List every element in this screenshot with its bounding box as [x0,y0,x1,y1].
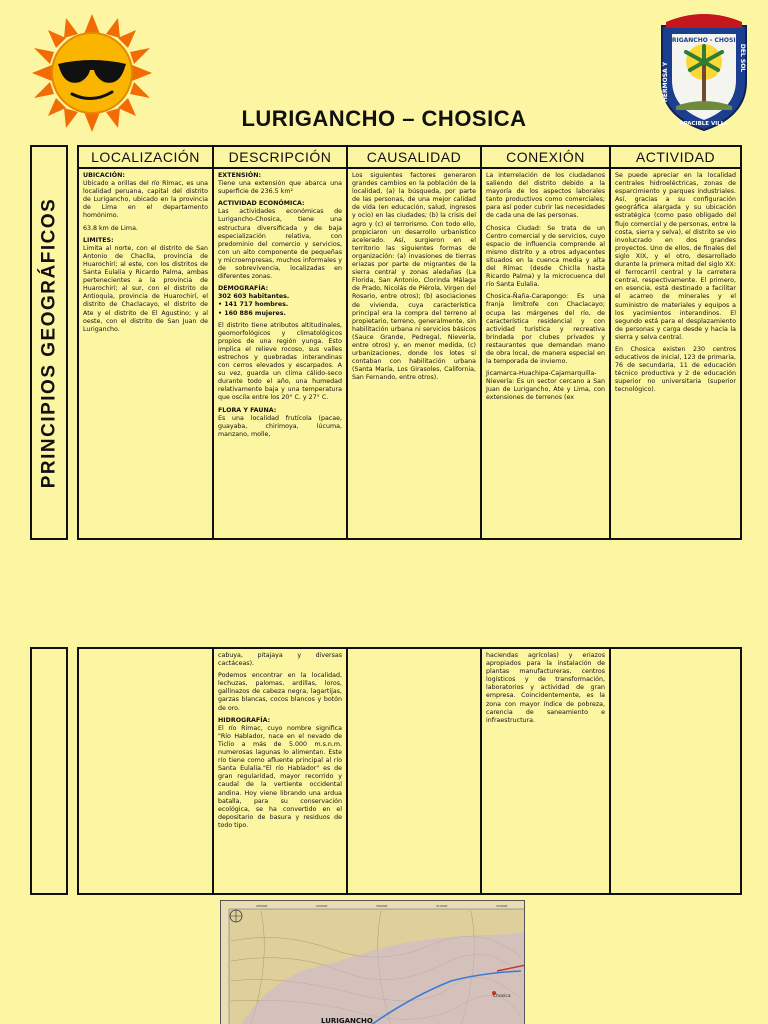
descripcion-actividad-text: Las actividades económicas de Lurigancho-Chosica, tiene una estructura diversificada y de baja especialización relativa, con predominio del comercio y servicios, con un alto componente de pequeñas y microempresas, muchos informales y de sobrevivencia, localizadas en diferentes zonas. [218,208,342,281]
descripcion-population-women: • 160 886 mujeres. [218,309,286,317]
map-tick-label: 310000 [436,904,448,908]
localizacion-distance-text: 63.8 km de Lima. [83,224,138,232]
descripcion-heading-extension: EXTENSIÓN: [218,172,262,179]
conexion-continued-text: haciendas agrícolas) y eriazos apropiados para la instalación de plantas manufactureras, centros logísticos y de transformación, laboratorios y actividad de gran empresa. Coincidentemente, es la zona con mayor índice de pobreza, carencia de saneamiento e infraestructura. [486,652,605,724]
descripcion-clima-text: El distrito tiene atributos altitudinales, geomorfológicos y climatológicos propios de una región yunga. Esto implica el relieve rocoso, sus valles estrechos y quebradas interandinas con cerros elevados y escarpados. A su vez, guarda un clima cálido-seco durante todo el año, una humedad relativamente baja y una temperatura que oscila entre los 20° C. y 27° C. [218,321,342,402]
cell-conexion [481,168,610,539]
conexion-text-3: Chosica-Ñaña-Carapongo: Es una franja limítrofe con Chaclacayo; ocupa las márgenes del río, de característica residencial y con actividad turística y recreativa brindada por clubes privados y restaurantes que demandan mano de obra local, de manera especial en la temporada de invierno. [486,293,605,366]
cell-descripcion-continued [213,648,347,894]
cell-localizacion [78,168,213,539]
district-map [220,900,525,1024]
column-header-actividad: ACTIVIDAD [610,146,741,168]
crest-right-text: DEL SOL [739,43,746,73]
descripcion-hidrografia-text: El río Rímac, cuyo nombre significa "Río Hablador, nace en el nevado de Ticlio a más de 5.000 m.s.n.m. numerosas lagunas lo alimentan. Este río tiene como afluente principal al río Santa Eulalia."El río Hablador" es de gran regularidad, mayor recorrido y caudal de la vertiente occidental andina. Hoy viene librando una ardua batalla, para su conservación ecológica, se ha convertido en el depositario de basura y residuos de todo tipo. [218,724,342,829]
actividad-text-2: En Chosica existen 230 centros educativos de inicial, 123 de primaria, 76 de secundaria, 11 de educación técnico productiva y 2 de educación superior no universitaria (superior tecnológico). [615,345,736,394]
cell-causalidad-continued [347,648,481,894]
descripcion-flora-continued-text: cabuya, pitajaya y diversas cactáceas). [218,652,342,668]
descripcion-heading-actividad: ACTIVIDAD ECONÓMICA: [218,200,305,208]
cell-localizacion-continued [78,648,213,894]
conexion-text-4: Jicamarca-Huachipa-Cajamarquilla-Nievería: Es un sector cercano a San Juan de Lurigancho, Ate y Lima, con extensiones de terrenos (ex [486,370,605,402]
column-header-conexion: CONEXIÓN [481,146,610,168]
localizacion-heading-limites: LIMITES: [83,236,114,244]
crest-left-text: HERMOSA Y [662,61,669,103]
localizacion-limites-text: Limita al norte, con el distrito de San Antonio de Chaclla, provincia de Huarochirí; al este, con los distritos de Santa Eulalia y Ricardo Palma, ambas pertenecientes a la provincia de Huarochirí; al sur, con el distrito de Antioquía, provincia de Huarochirí, el distrito de Chaclacayo, el distrito de Ate y el distrito de El Agustino; y al oeste, con el distrito de San Juan de Lurigancho. [83,244,208,333]
map-label-city: Chosica [493,994,511,999]
cell-actividad [610,168,741,539]
column-header-localizacion: LOCALIZACIÓN [78,146,213,168]
map-tick-label: 290000 [316,904,328,908]
descripcion-heading-flora: FLORA Y FAUNA: [218,406,277,414]
side-label: PRINCIPIOS GEOGRÁFICOS [38,197,59,488]
column-header-descripcion: DESCRIPCIÓN [213,146,347,168]
map-tick-label: 300000 [376,904,388,908]
conexion-text-2: Chosica Ciudad: Se trata de un Centro comercial y de servicios, cuyo espacio de influencia comprende al mismo distrito y a otros adyacentes situados en la cuenca media y alta del Rímac (desde Chiclla hasta Ricardo Palma) y la microcuenca del río Santa Eulalia. [486,224,605,289]
localizacion-ubicacion-text: Ubicado a orillas del río Rímac, es una localidad peruana, capital del distrito de Lurigancho, ubicado en la provincia de Lima en el departamento homónimo. [83,180,208,220]
cell-causalidad [347,168,481,539]
conexion-text-1: La interrelación de los ciudadanos saliendo del distrito debido a la mayoría de los aspectos laborales tanto productivos como comerciales; para así poder cubrir las necesidades de cada una de las personas. [486,172,605,220]
cell-conexion-continued [481,648,610,894]
descripcion-flora-text: Es una localidad frutícola (pacae, guayaba, chirimoya, lúcuma, manzano, molle, [218,414,342,438]
crest-top-text: LURIGANCHO - CHOSICA [663,37,745,44]
actividad-text-1: Se puede apreciar en la localidad centrales hidroeléctricas, zonas de esparcimiento y parques industriales. Así, gracias a su configuración geográfica alargada y su ubicación estratégica (como paso obligado del flujo comercial y de personas, entre la costa, sierra y selva), el distrito se vio involucrado en dos grandes proyectos. Uno de ellos, de finales del siglo XIX, y el otro, desarrollado durante la primera mitad del siglo XX: el ferrocarril central y la carretera central, respectivamente. El primero, en esencia, está destinado a facilitar el acarreo de minerales y el suministro de materiales y equipos a los yacimientos interandinos. El segundo está para el desplazamiento de personas y carga desde y hacia la sierra y selva central. [615,172,736,341]
descripcion-heading-hidrografia: HIDROGRAFÍA: [218,716,271,724]
map-tick-label: 280000 [256,904,268,908]
map-label-district: LURIGANCHO [321,1017,373,1024]
cell-descripcion [213,168,347,539]
descripcion-extension-text: Tiene una extensión que abarca una superficie de 236.5 km² [218,180,342,196]
descripcion-fauna-text: Podemos encontrar en la localidad, lechuzas, palomas, ardillas, loros, gallinazos de cabeza negra, lagartijas, garzas blancas, cocos blancos y botón de oro. [218,672,342,712]
side-label-box [30,145,68,540]
geography-table [77,145,742,540]
descripcion-population-total: 302 603 habitantes. [218,293,290,301]
cell-actividad-continued [610,648,741,894]
column-header-causalidad: CAUSALIDAD [347,146,481,168]
geography-table-continued [77,647,742,895]
map-tick-label: 320000 [496,904,508,908]
side-label-box-continued [30,647,68,895]
descripcion-population-men: • 141 717 hombres. [218,301,289,309]
causalidad-text: Los siguientes factores generaron grandes cambios en la población de la localidad, (a) la búsqueda, por parte de las personas, de una mejor calidad de vida (en educación, salud, ingresos y ocio) en las ciudades; (b) la crisis del agro y (c) el terrorismo. Con todo ello, propiciaron un desarrollo urbanístico acelerado. Así, surgieron en el territorio las siguientes formas de organización: (a) invasiones de tierras eriazas por parte de migrantes de la sierra central y zonas aledañas (La Florida, San Antonio, Clorinda Málaga de Prado, Nicolás de Piérola, Virgen del Rosario, entre otros); (b) asociaciones de vivienda, cuya característica principal era la compra del terreno al propietario, terreno, generalmente, sin habilitación urbana ni servicios básicos (Sauce Grande, Pedregal, Nievería, entre otros) y, en menor medida, (c) urbanizaciones, donde los lotes sí contaban con habilitación urbana (Santa María, Los Girasoles, California, San Fernando, entre otros). [352,172,476,382]
localizacion-heading-ubicacion: UBICACIÓN: [83,172,125,179]
page-title: LURIGANCHO – CHOSICA [241,106,527,131]
crest-bottom-text: APACIBLE VILLA [679,121,729,127]
descripcion-heading-demografia: DEMOGRAFÍA: [218,285,269,293]
